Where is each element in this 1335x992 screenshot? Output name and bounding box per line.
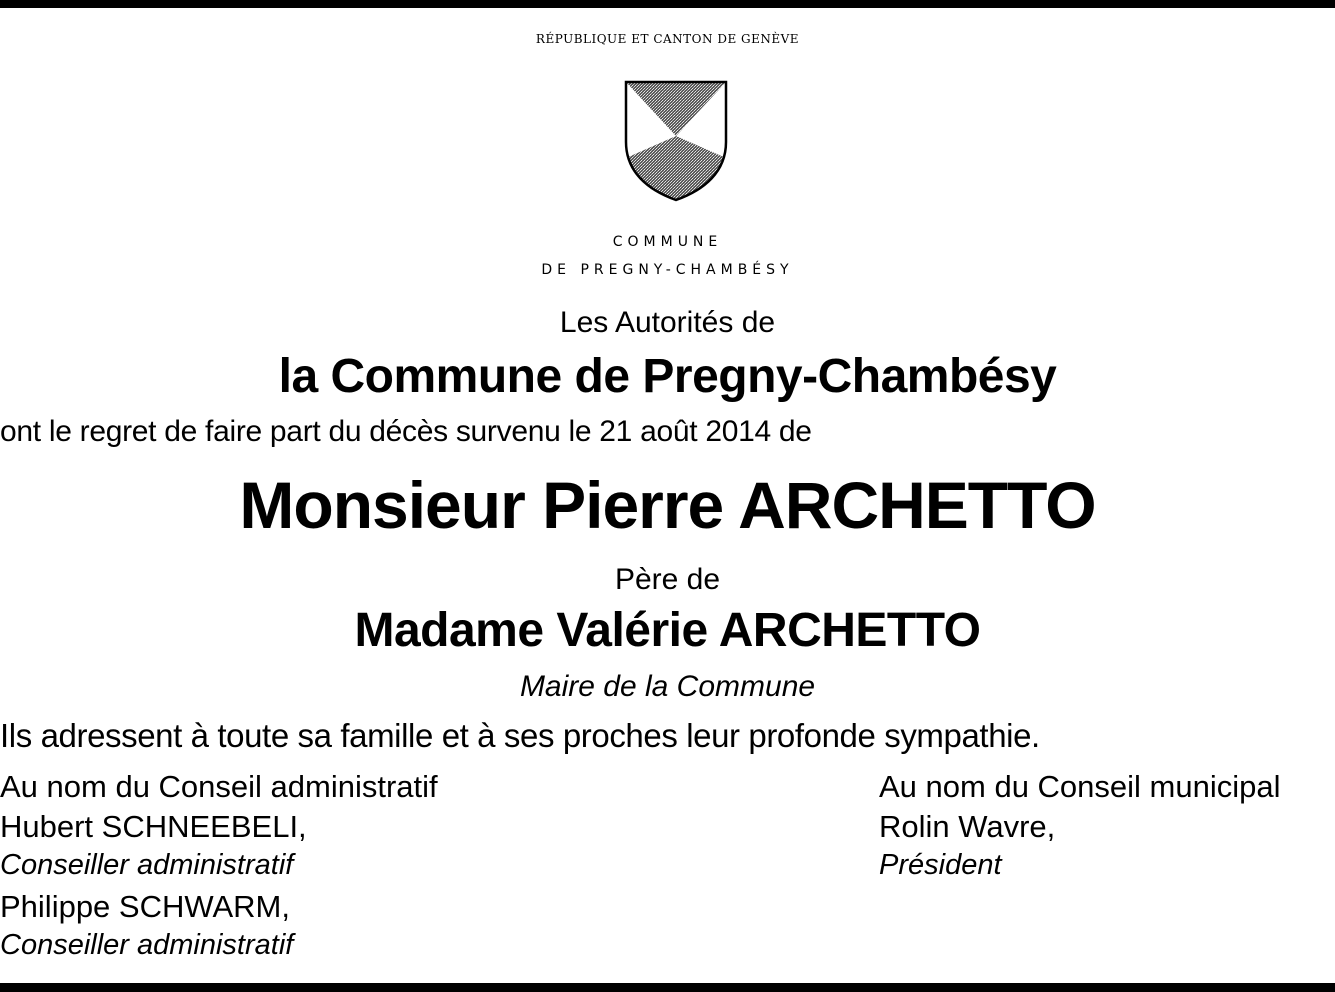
- republic-heading: RÉPUBLIQUE ET CANTON DE GENÈVE: [535, 32, 800, 46]
- daughter-name: Madame Valérie ARCHETTO: [354, 604, 981, 657]
- left-signature-heading: Au nom du Conseil administratif: [0, 769, 438, 804]
- bottom-border: [0, 983, 1335, 992]
- sympathy-line: Ils adressent à toute sa famille et à ses proches leur profonde sympathie.: [0, 717, 1040, 754]
- left-signer-title: Conseiller administratif: [0, 849, 294, 881]
- right-signer-name: Rolin Wavre,: [879, 809, 1056, 844]
- left-signer-title: Conseiller administratif: [0, 929, 294, 961]
- right-signer-title: Président: [879, 849, 1002, 881]
- deceased-name: Monsieur Pierre ARCHETTO: [239, 468, 1096, 542]
- left-signer-name: Hubert SCHNEEBELI,: [0, 809, 307, 844]
- commune-name: la Commune de Pregny-Chambésy: [278, 350, 1057, 403]
- authorities-line: Les Autorités de: [559, 306, 776, 339]
- daughter-role: Maire de la Commune: [519, 670, 816, 703]
- regret-line: ont le regret de faire part du décès survenu le 21 août 2014 de: [0, 415, 812, 448]
- coat-of-arms-icon: [622, 80, 730, 202]
- relation-line: Père de: [614, 563, 721, 596]
- commune-label: COMMUNE: [612, 234, 723, 250]
- right-signature-heading: Au nom du Conseil municipal: [879, 769, 1281, 804]
- top-border: [0, 0, 1335, 8]
- left-signer-name: Philippe SCHWARM,: [0, 889, 290, 924]
- commune-sublabel: DE PREGNY-CHAMBÉSY: [541, 262, 794, 278]
